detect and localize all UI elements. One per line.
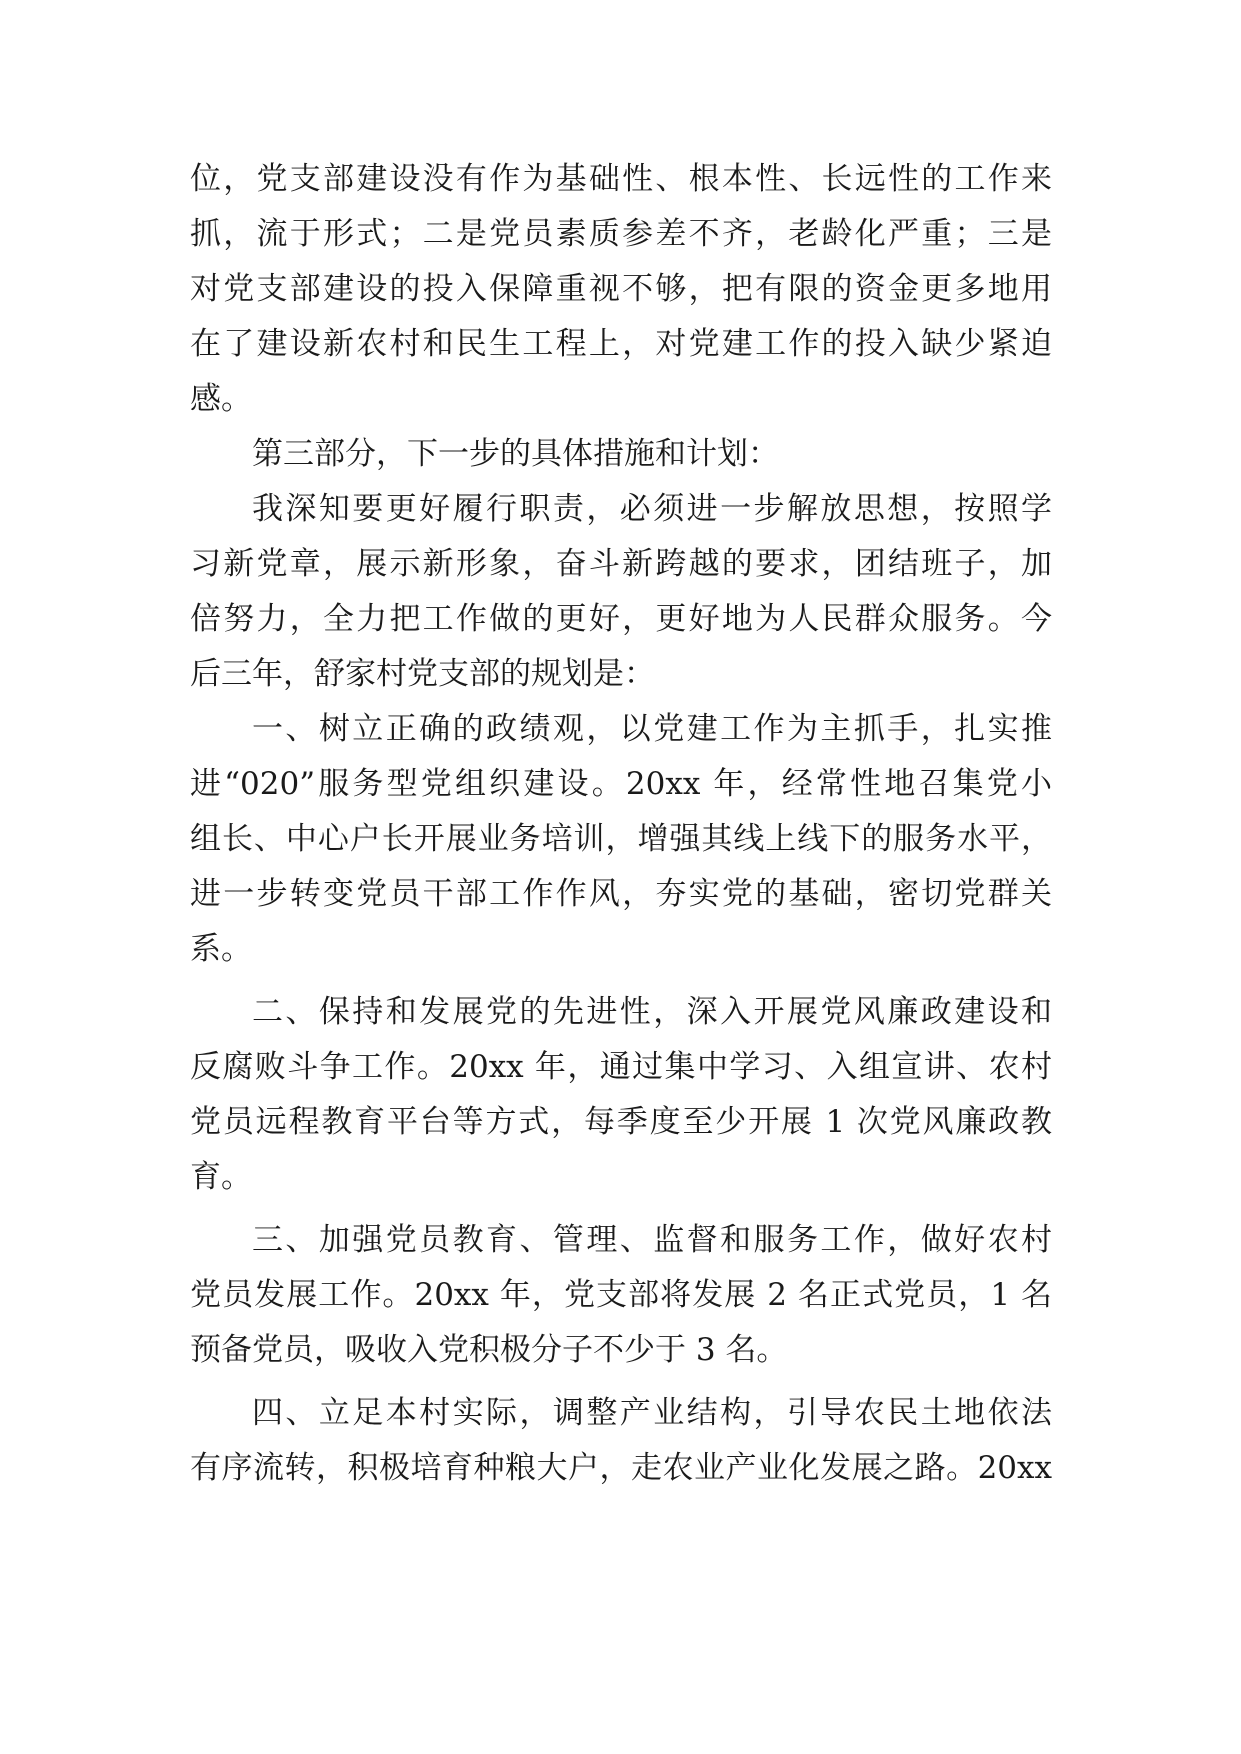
text-line: 有序流转，积极培育种粮大户，走农业产业化发展之路。20xx bbox=[190, 1450, 1052, 1486]
text-line: 在了建设新农村和民生工程上，对党建工作的投入缺少紧迫 bbox=[190, 326, 1052, 362]
text-line: 对党支部建设的投入保障重视不够，把有限的资金更多地用 bbox=[190, 271, 1052, 307]
paragraph-gap bbox=[190, 977, 1052, 985]
text-line: 组长、中心户长开展业务培训，增强其线上线下的服务水平， bbox=[190, 821, 1052, 857]
section-heading: 第三部分，下一步的具体措施和计划： bbox=[252, 436, 779, 472]
text-line: 育。 bbox=[190, 1159, 252, 1195]
text-line: 三、加强党员教育、管理、监督和服务工作，做好农村 bbox=[252, 1222, 1052, 1258]
text-line: 位，党支部建设没有作为基础性、根本性、长远性的工作来 bbox=[190, 161, 1052, 197]
text-line: 党员发展工作。20xx 年，党支部将发展 2 名正式党员，1 名 bbox=[190, 1277, 1052, 1313]
text-line: 习新党章，展示新形象，奋斗新跨越的要求，团结班子，加 bbox=[190, 546, 1052, 582]
text-line: 二、保持和发展党的先进性，深入开展党风廉政建设和 bbox=[252, 994, 1052, 1030]
text-line: 我深知要更好履行职责，必须进一步解放思想，按照学 bbox=[252, 491, 1052, 527]
text-line: 感。 bbox=[190, 381, 252, 417]
text-line: 系。 bbox=[190, 931, 252, 967]
document-body bbox=[190, 152, 1052, 1496]
text-line: 四、立足本村实际，调整产业结构，引导农民土地依法 bbox=[252, 1395, 1052, 1431]
text-line: 一、树立正确的政绩观，以党建工作为主抓手，扎实推 bbox=[252, 711, 1052, 747]
text-line: 进一步转变党员干部工作作风，夯实党的基础，密切党群关 bbox=[190, 876, 1052, 912]
text-line: 倍努力，全力把工作做的更好，更好地为人民群众服务。今 bbox=[190, 601, 1052, 637]
text-line: 反腐败斗争工作。20xx 年，通过集中学习、入组宣讲、农村 bbox=[190, 1049, 1052, 1085]
text-line: 预备党员，吸收入党积极分子不少于 3 名。 bbox=[190, 1332, 788, 1368]
text-line: 后三年，舒家村党支部的规划是： bbox=[190, 656, 655, 692]
text-line: 抓，流于形式；二是党员素质参差不齐，老龄化严重；三是 bbox=[190, 216, 1052, 252]
text-line: 进“020”服务型党组织建设。20xx 年，经常性地召集党小 bbox=[190, 766, 1052, 802]
paragraph-gap bbox=[190, 1205, 1052, 1213]
paragraph-gap bbox=[190, 1378, 1052, 1386]
text-line: 党员远程教育平台等方式，每季度至少开展 1 次党风廉政教 bbox=[190, 1104, 1052, 1140]
